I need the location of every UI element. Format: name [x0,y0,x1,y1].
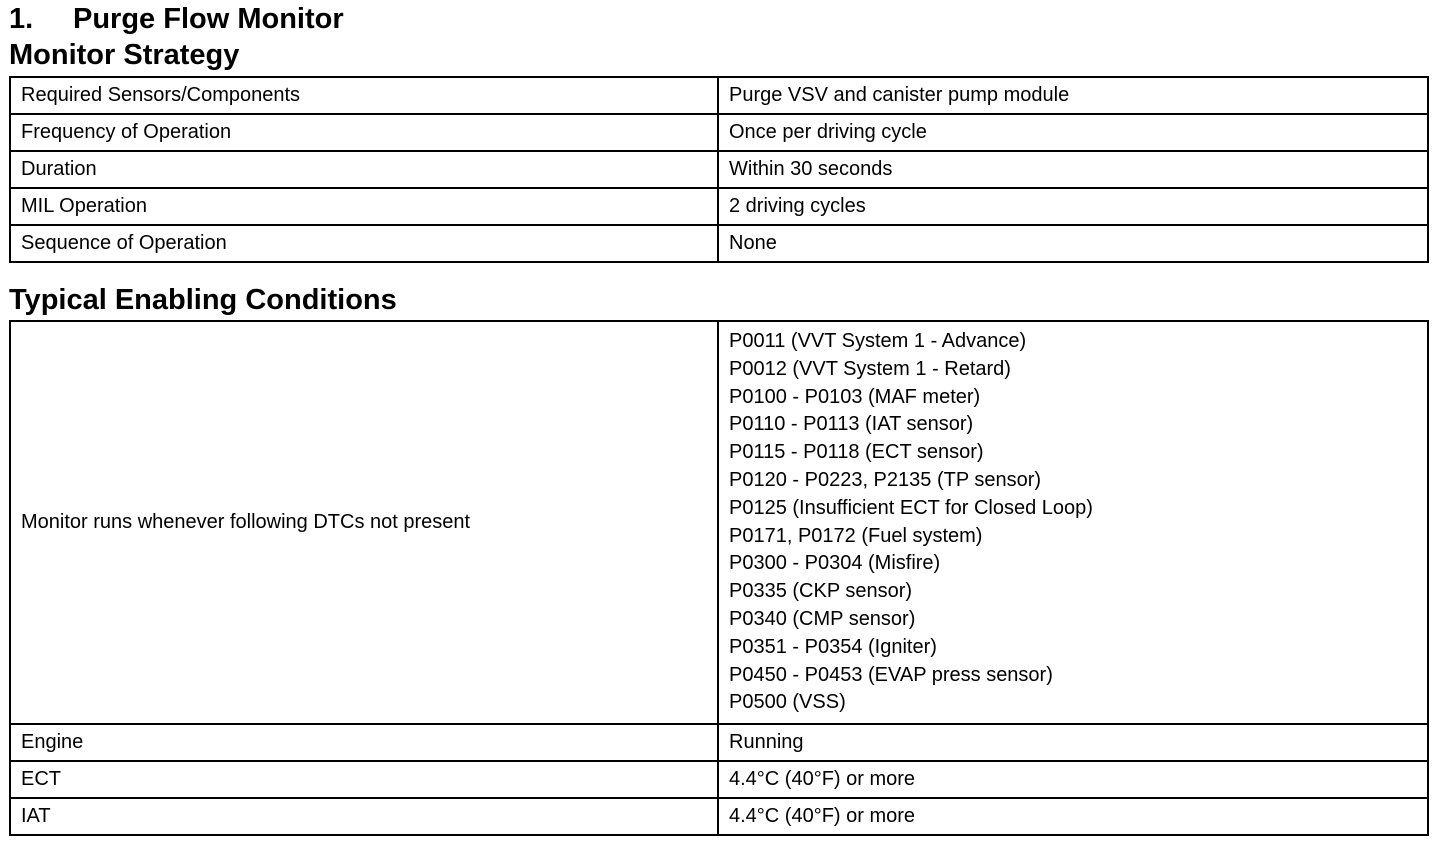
table-row [10,724,1428,761]
dtc-list [718,321,1428,724]
dtc-item: P0100 - P0103 (MAF meter) [729,385,981,408]
row-label: IAT [10,798,718,835]
row-value: Once per driving cycle [718,114,1428,151]
dtc-item: P0120 - P0223, P2135 (TP sensor) [729,468,1042,491]
row-value: 4.4°C (40°F) or more [718,761,1428,798]
row-value: None [718,225,1428,262]
monitor-strategy-table [9,76,1429,263]
table-row [10,77,1428,114]
table-row-dtcs [10,321,1428,724]
row-label: Duration [10,151,718,188]
section-heading [9,1,1427,37]
row-value: 4.4°C (40°F) or more [718,798,1428,835]
table-row [10,188,1428,225]
row-label: Required Sensors/Components [10,77,718,114]
dtc-item: P0300 - P0304 (Misfire) [729,552,941,575]
table-row [10,114,1428,151]
row-label: Engine [10,724,718,761]
row-label: Sequence of Operation [10,225,718,262]
row-value: Purge VSV and canister pump module [718,77,1428,114]
row-label: MIL Operation [10,188,718,225]
dtc-item: P0171, P0172 (Fuel system) [729,524,983,547]
table-row [10,225,1428,262]
row-value: Running [718,724,1428,761]
section-number: 1. [9,3,34,35]
row-value: Within 30 seconds [718,151,1428,188]
enabling-conditions-heading: Typical Enabling Conditions [9,284,397,316]
dtc-item: P0340 (CMP sensor) [729,607,916,630]
monitor-strategy-heading: Monitor Strategy [9,39,240,71]
table-row [10,798,1428,835]
table-row [10,761,1428,798]
enabling-conditions-table [9,320,1429,836]
dtc-item: P0500 (VSS) [729,691,846,714]
dtc-item: P0335 (CKP sensor) [729,580,913,603]
document-page [9,0,1427,836]
dtc-item: P0011 (VVT System 1 - Advance) [729,330,1027,352]
dtc-item: P0110 - P0113 (IAT sensor) [729,413,974,436]
dtc-item: P0450 - P0453 (EVAP press sensor) [729,663,1053,686]
dtc-item: P0012 (VVT System 1 - Retard) [729,357,1011,380]
row-label: Frequency of Operation [10,114,718,151]
table-row [10,151,1428,188]
row-value: 2 driving cycles [718,188,1428,225]
dtc-item: P0351 - P0354 (Igniter) [729,635,937,658]
dtc-item: P0115 - P0118 (ECT sensor) [729,441,984,464]
row-label: Monitor runs whenever following DTCs not present [10,321,718,724]
section-title: Purge Flow Monitor [73,3,344,35]
dtc-item: P0125 (Insufficient ECT for Closed Loop) [729,496,1093,519]
row-label: ECT [10,761,718,798]
